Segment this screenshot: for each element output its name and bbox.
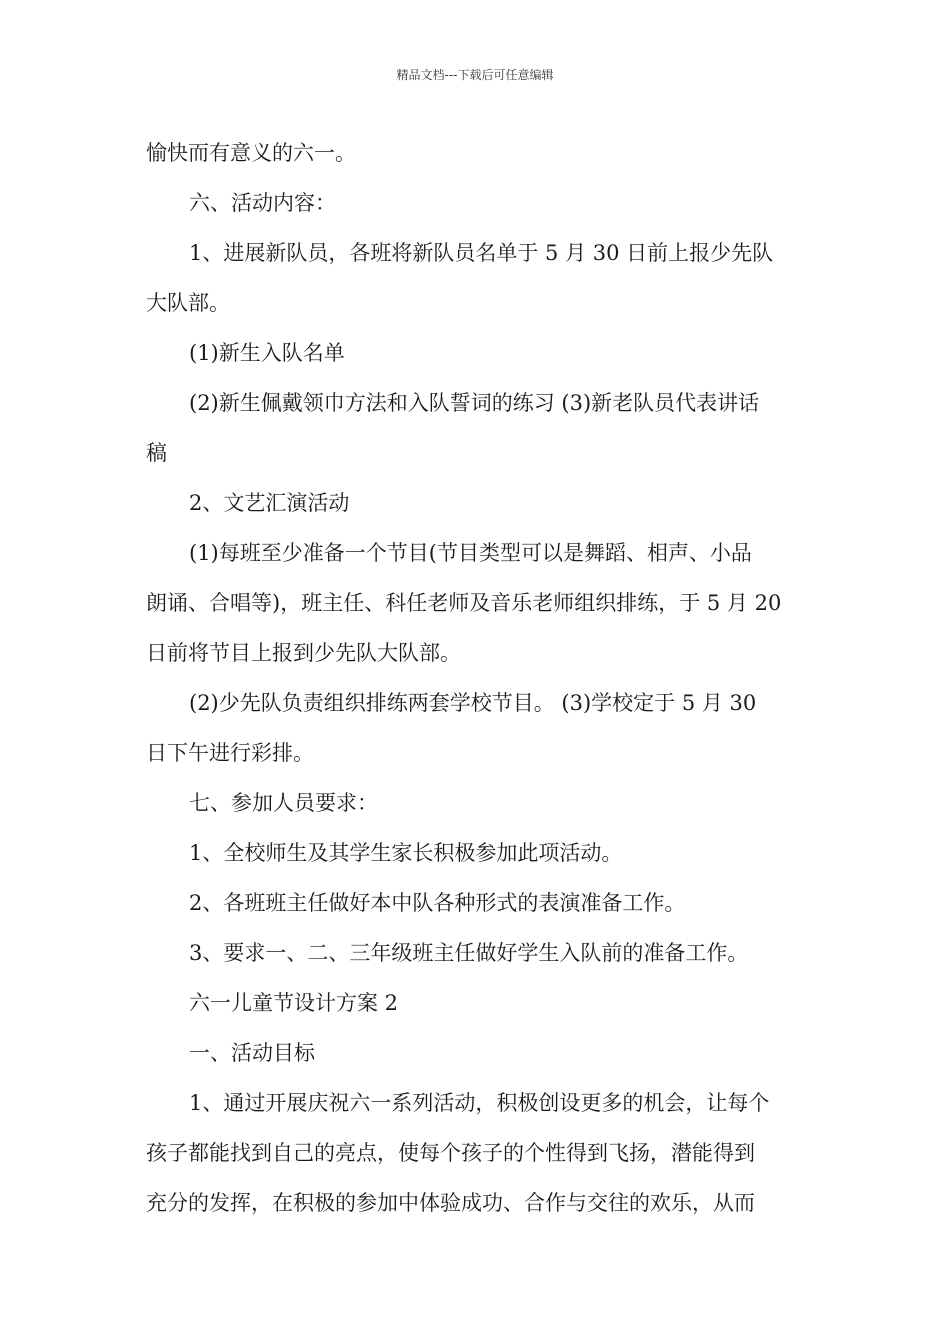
document-body: [146, 128, 808, 1228]
text-line: 2、各班班主任做好本中队各种形式的表演准备工作。: [189, 891, 686, 915]
text-line: 稿: [146, 441, 167, 465]
text-line: 2、文艺汇演活动: [189, 491, 350, 515]
text-line: 孩子都能找到自己的亮点，使每个孩子的个性得到飞扬，潜能得到: [146, 1141, 755, 1165]
text-line: 大队部。: [146, 291, 230, 315]
text-line: (2)少先队负责组织排练两套学校节目。 (3)学校定于 5 月 30: [189, 691, 757, 715]
text-line: 3、要求一、二、三年级班主任做好学生入队前的准备工作。: [189, 941, 749, 965]
page-header: 精品文档---下载后可任意编辑: [396, 68, 554, 82]
text-line: (1)新生入队名单: [189, 341, 345, 365]
text-line: 六一儿童节设计方案 2: [189, 991, 399, 1015]
text-line: 六、活动内容：: [189, 191, 336, 215]
text-line: 充分的发挥，在积极的参加中体验成功、合作与交往的欢乐，从而: [146, 1191, 755, 1215]
text-line: (1)每班至少准备一个节目(节目类型可以是舞蹈、相声、小品: [189, 541, 752, 565]
text-line: 一、活动目标: [189, 1041, 315, 1065]
text-line: 1、通过开展庆祝六一系列活动，积极创设更多的机会，让每个: [189, 1091, 770, 1115]
text-line: 日下午进行彩排。: [146, 741, 314, 765]
text-line: 1、全校师生及其学生家长积极参加此项活动。: [189, 841, 623, 865]
text-line: 愉快而有意义的六一。: [146, 141, 356, 165]
text-line: (2)新生佩戴领巾方法和入队誓词的练习 (3)新老队员代表讲话: [189, 391, 760, 415]
text-line: 七、参加人员要求：: [189, 791, 378, 815]
text-line: 1、进展新队员，各班将新队员名单于 5 月 30 日前上报少先队: [189, 241, 774, 265]
text-line: 日前将节目上报到少先队大队部。: [146, 641, 461, 665]
text-line: 朗诵、合唱等)，班主任、科任老师及音乐老师组织排练，于 5 月 20: [146, 591, 782, 615]
